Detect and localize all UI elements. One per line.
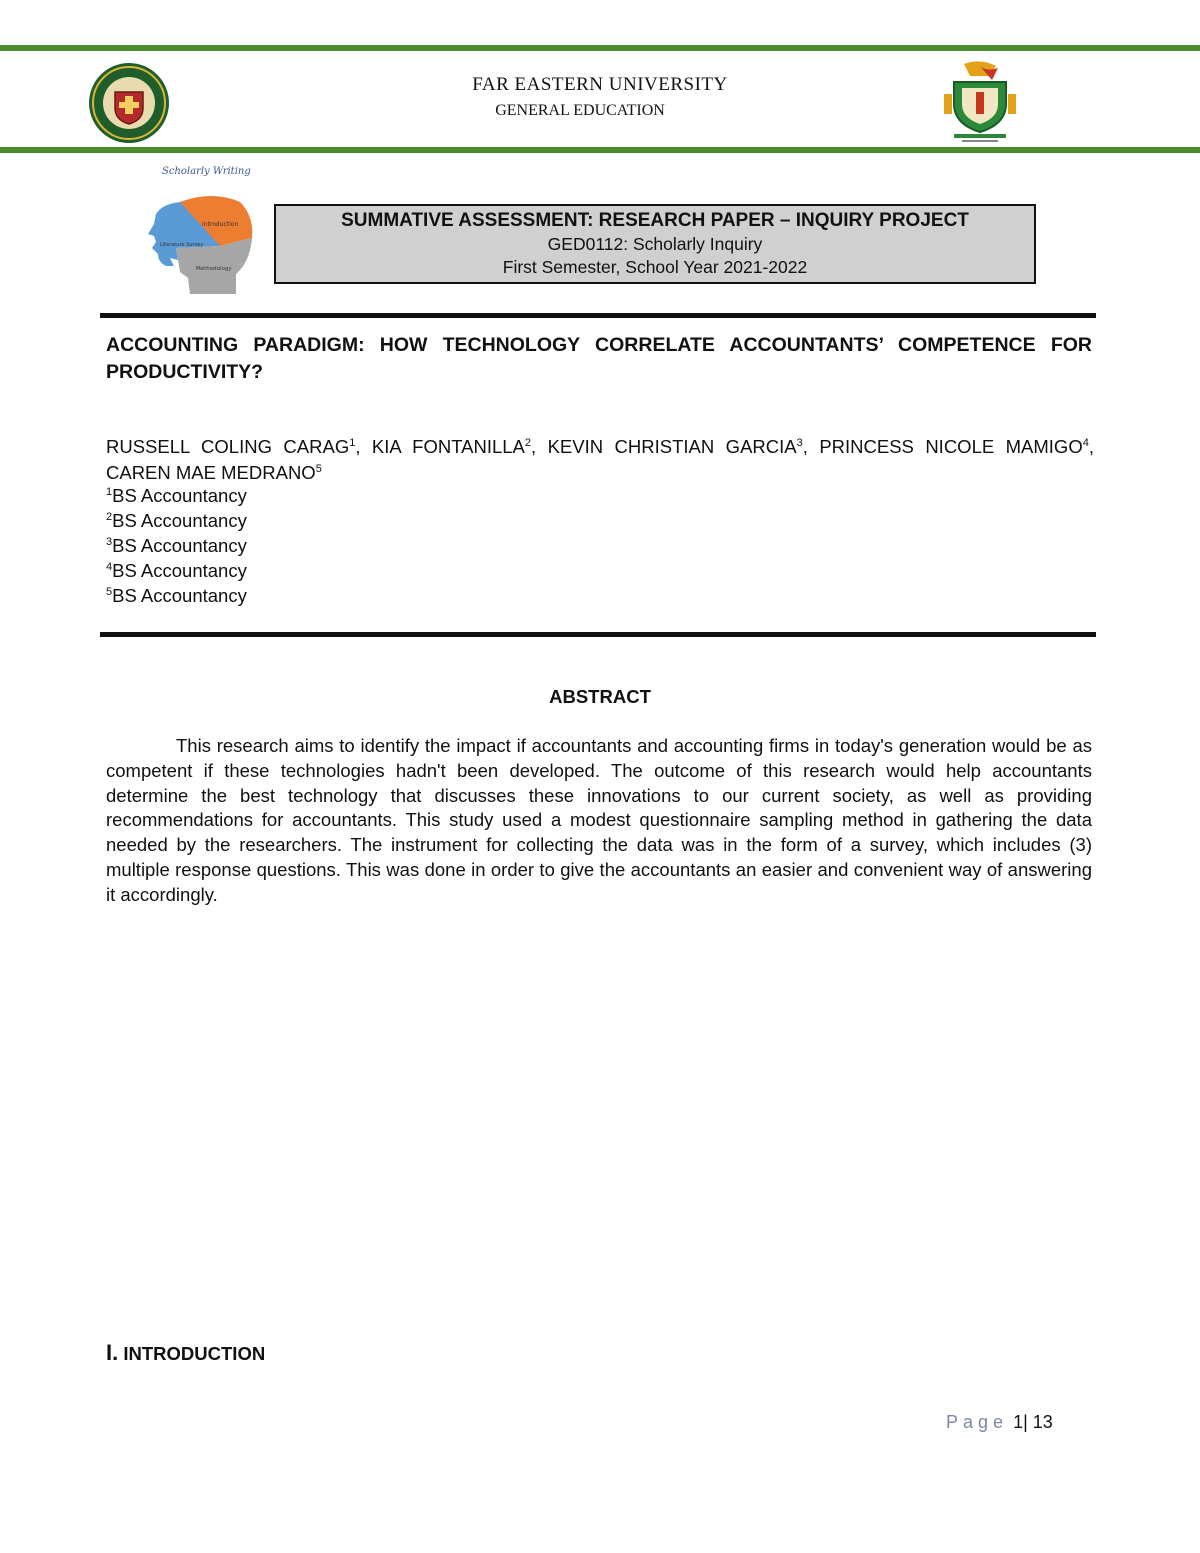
general-education-crest-logo	[940, 58, 1020, 144]
graphic-label-methodology: Methodology	[196, 266, 232, 272]
graphic-label-literature: Literature Survey	[160, 242, 204, 248]
affiliation-superscript: 3	[106, 535, 113, 548]
abstract-body: This research aims to identify the impact if accountants and accounting firms in today's generation would be as competent if these technologies hadn't been developed. The outcome of this research would help accountants determine the best technology that discusses these innovations to our current society, as well as providing recommendations for accountants. This study used a modest questionnaire sampling method in gathering the data needed by the researchers. The instrument for collecting the data was in the form of a survey, which includes (3) multiple response questions. This was done in order to give the accountants an easier and convenient way of answering it accordingly.	[106, 735, 1092, 905]
university-name: FAR EASTERN UNIVERSITY	[472, 74, 728, 95]
affiliation-line	[106, 535, 247, 557]
affiliation-superscript: 4	[106, 560, 113, 573]
page-number	[946, 1412, 1053, 1433]
page-separator: |	[1023, 1412, 1028, 1432]
scholarly-writing-caption: Scholarly Writing	[162, 166, 251, 177]
scholarly-writing-head-icon	[140, 166, 260, 302]
abstract-heading: ABSTRACT	[549, 686, 651, 707]
bottom-divider	[100, 632, 1096, 637]
affiliation-line	[106, 560, 247, 582]
assessment-box	[274, 204, 1036, 284]
top-divider	[100, 313, 1096, 318]
page-current: 1	[1013, 1412, 1024, 1432]
assessment-title: SUMMATIVE ASSESSMENT: RESEARCH PAPER – INQUIRY PROJECT	[341, 210, 969, 231]
affiliation-line	[106, 510, 247, 532]
section-title: INTRODUCTION	[123, 1343, 266, 1364]
affiliation-superscript: 1	[106, 485, 113, 498]
author-superscript: 1	[349, 436, 356, 449]
author-superscript: 3	[796, 436, 803, 449]
page-word: Page	[946, 1412, 1009, 1432]
affiliation-superscript: 5	[106, 585, 113, 598]
author-name: KIA FONTANILLA	[371, 436, 525, 457]
header-bottom-bar	[0, 147, 1200, 153]
affiliation-line	[106, 585, 247, 607]
graphic-label-introduction: Introduction	[202, 221, 239, 228]
author-superscript: 4	[1082, 436, 1089, 449]
author-list: RUSSELL COLING CARAG$^1$, KIA FONTANILLA$^2$, KEVIN CHRISTIAN GARCIA$^3$, PRINCESS NICOLE MAMIGO$^4$, CAREN MAE MEDRANO$^5$	[106, 436, 1094, 483]
affiliation-superscript: 2	[106, 510, 113, 523]
author-name: RUSSELL COLING CARAG	[106, 436, 350, 457]
affiliation-text: BS Accountancy	[112, 535, 247, 556]
affiliation-line	[106, 485, 247, 507]
page-total: 13	[1032, 1412, 1053, 1432]
author-superscript: 2	[524, 436, 532, 449]
section-heading	[106, 1340, 265, 1366]
affiliation-text: BS Accountancy	[112, 485, 247, 506]
course-name: GED0112: Scholarly Inquiry	[547, 234, 763, 254]
author-superscript: 5	[315, 462, 322, 475]
department-name: GENERAL EDUCATION	[495, 102, 665, 119]
feu-seal-logo	[88, 62, 170, 144]
affiliation-text: BS Accountancy	[112, 560, 247, 581]
author-name: CAREN MAE MEDRANO	[106, 462, 316, 483]
affiliation-text: BS Accountancy	[112, 510, 247, 531]
affiliation-text: BS Accountancy	[112, 585, 247, 606]
author-name: KEVIN CHRISTIAN GARCIA	[547, 436, 797, 457]
section-number: I.	[106, 1340, 119, 1365]
header-top-bar	[0, 45, 1200, 51]
semester-term: First Semester, School Year 2021-2022	[502, 257, 808, 277]
paper-title: ACCOUNTING PARADIGM: HOW TECHNOLOGY CORRELATE ACCOUNTANTS’ COMPETENCE FOR PRODUCTIVITY?	[106, 334, 1092, 383]
author-name: PRINCESS NICOLE MAMIGO	[819, 436, 1083, 457]
